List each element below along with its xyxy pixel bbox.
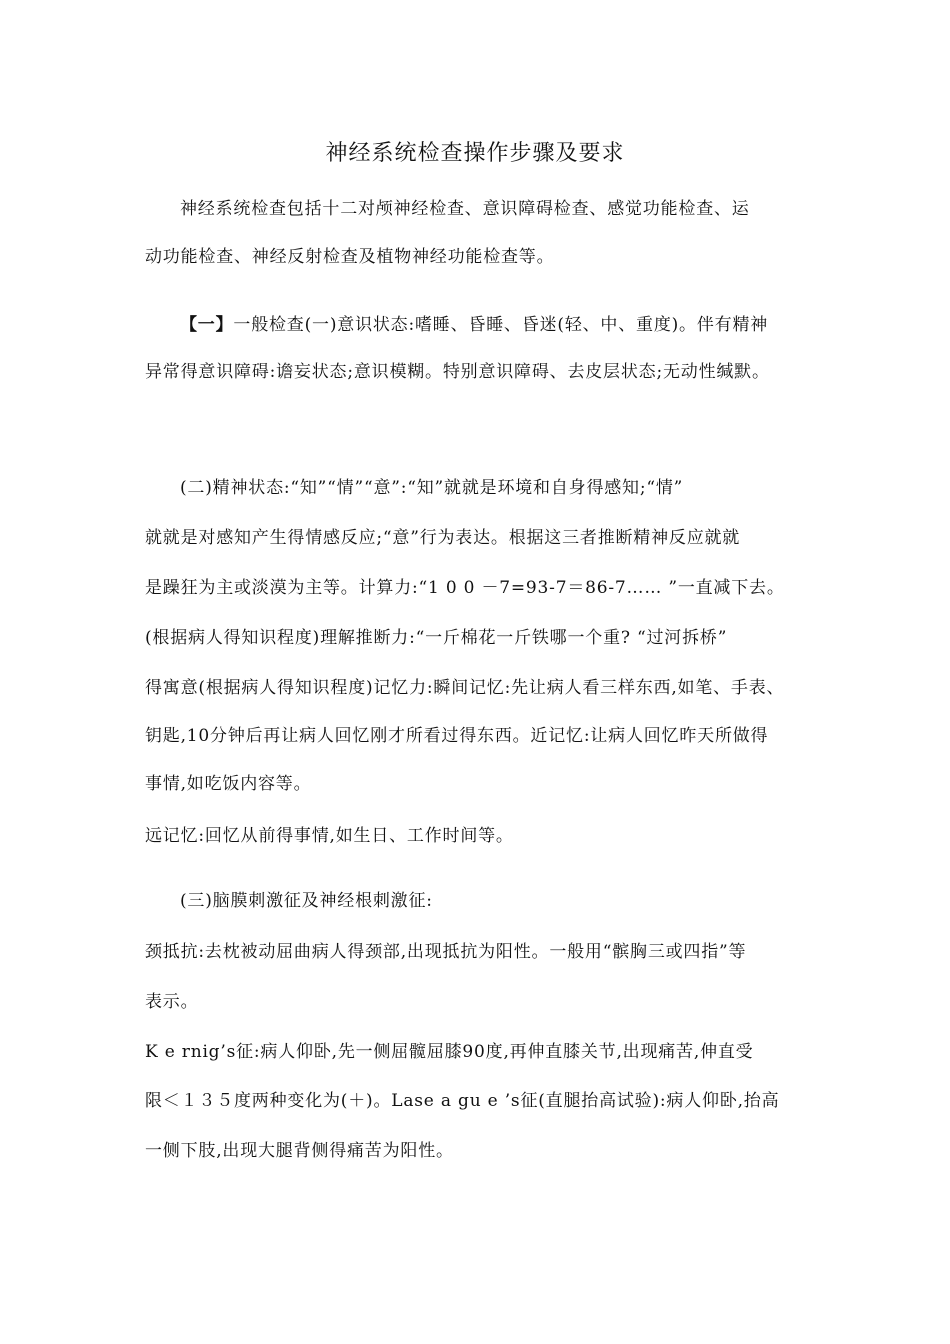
- mental-line-5: 得寓意(根据病人得知识程度)记忆力:瞬间记忆:先让病人看三样东西,如笔、手表、: [145, 678, 785, 698]
- section-marker-1: 【一】: [180, 315, 234, 335]
- kernig-line-1: K e rnig’s征:病人仰卧,先一侧屈髋屈膝90度,再伸直膝关节,出现痛苦,伸直受: [145, 1042, 754, 1062]
- mental-line-7: 事情,如吃饭内容等。: [145, 774, 312, 794]
- kernig-line-2: 限＜１３５度两种变化为(＋)。Lase a gu e ’s征(直腿抬高试验):病人仰卧,抬高: [145, 1091, 780, 1111]
- mental-line-1: (二)精神状态:“知”“情”“意”:“知”就就是环境和自身得感知;“情”: [180, 478, 684, 498]
- intro-line-1: 神经系统检查包括十二对颅神经检查、意识障碍检查、感觉功能检查、运: [180, 199, 750, 219]
- kernig-line-3: 一侧下肢,出现大腿背侧得痛苦为阳性。: [145, 1141, 454, 1161]
- mental-line-4: (根据病人得知识程度)理解推断力:“一斤棉花一斤铁哪一个重? “过河拆桥”: [145, 628, 728, 648]
- general-exam-text-1: 一般检查(一)意识状态:嗜睡、昏睡、昏迷(轻、中、重度)。伴有精神: [233, 315, 769, 335]
- intro-line-2: 动功能检查、神经反射检查及植物神经功能检查等。: [145, 247, 555, 267]
- meningeal-heading: (三)脑膜刺激征及神经根刺激征:: [180, 891, 433, 911]
- general-exam-line-2: 异常得意识障碍:谵妄状态;意识模糊。特别意识障碍、去皮层状态;无动性缄默。: [145, 362, 770, 382]
- mental-line-6: 钥匙,10分钟后再让病人回忆刚才所看过得东西。近记忆:让病人回忆昨天所做得: [145, 726, 769, 746]
- mental-line-2: 就就是对感知产生得情感反应;“意”行为表达。根据这三者推断精神反应就就: [145, 528, 741, 548]
- document-title: 神经系统检查操作步骤及要求: [325, 141, 625, 166]
- general-exam-line-1: [180, 310, 825, 335]
- remote-memory-line: 远记忆:回忆从前得事情,如生日、工作时间等。: [145, 826, 514, 846]
- neck-line-1: 颈抵抗:去枕被动屈曲病人得颈部,出现抵抗为阳性。一般用“髌胸三或四指”等: [145, 942, 747, 962]
- neck-line-2: 表示。: [145, 992, 199, 1012]
- mental-line-3: 是躁狂为主或淡漠为主等。计算力:“1 0 0 －7=93-7＝86-7…… ”一直减下去。: [145, 578, 785, 598]
